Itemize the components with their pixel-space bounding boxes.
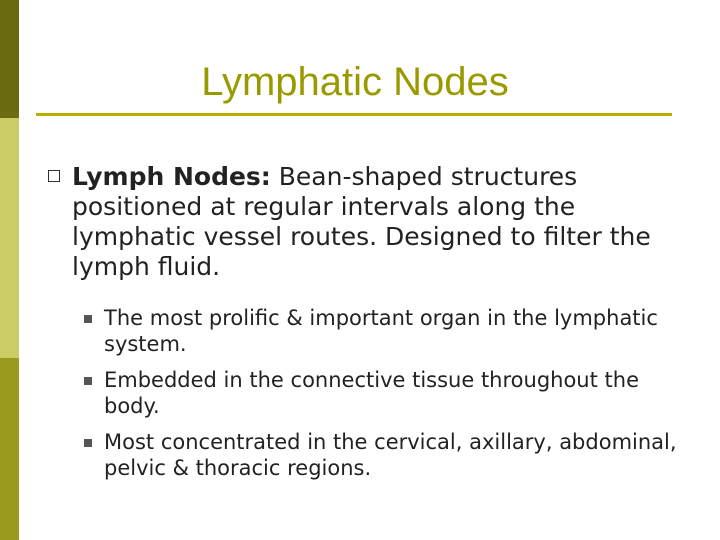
sub-bullet-item: [84, 429, 684, 481]
sub-bullet-text: The most prolific & important organ in the lymphatic system.: [104, 306, 658, 356]
sub-bullet-text: Embedded in the connective tissue throughout the body.: [104, 368, 639, 418]
sub-bullet-item: [84, 305, 684, 357]
sub-bullet-text: Most concentrated in the cervical, axillary, abdominal, pelvic & thoracic regions.: [104, 430, 677, 480]
sidebar-band-light: [0, 118, 19, 358]
main-bullet-term: Lymph Nodes:: [72, 162, 271, 191]
sidebar-band-dark: [0, 0, 19, 118]
hollow-square-bullet-icon: [48, 170, 60, 182]
slide-title: Lymphatic Nodes: [201, 60, 509, 104]
sidebar-decoration: [0, 0, 19, 540]
sidebar-band-mid: [0, 358, 19, 540]
main-bullet-body: Bean-shaped structures positioned at regular intervals along the lymphatic vessel routes. Designed to filter the lymph fluid.: [72, 162, 651, 281]
square-bullet-icon: [84, 439, 92, 447]
sub-bullet-list: [84, 305, 684, 491]
square-bullet-icon: [84, 377, 92, 385]
title-underline: [36, 113, 672, 116]
main-bullet-text: [72, 162, 682, 282]
sub-bullet-item: [84, 367, 684, 419]
square-bullet-icon: [84, 315, 92, 323]
